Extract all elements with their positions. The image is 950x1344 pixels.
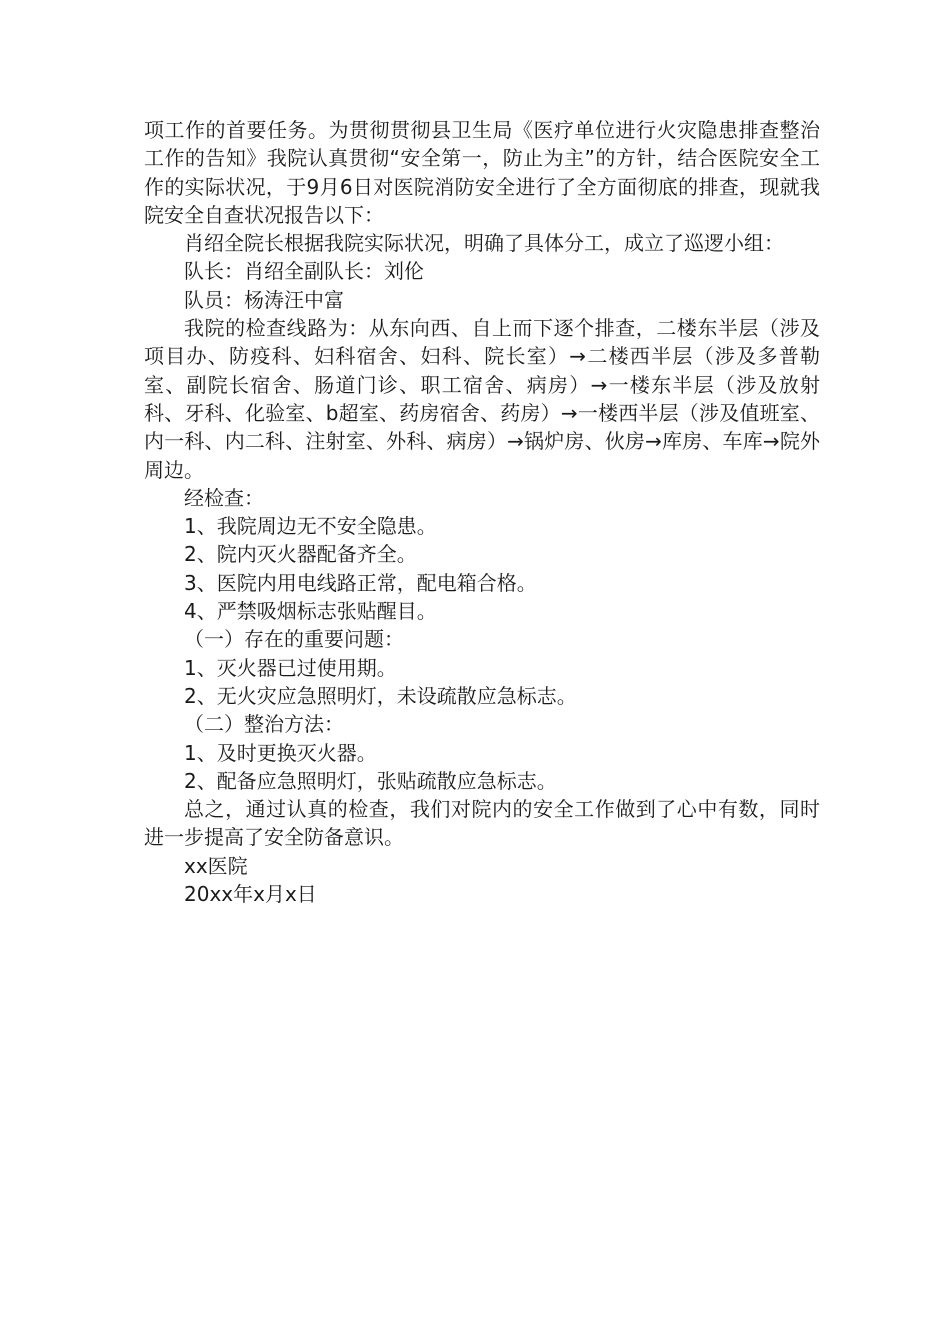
paragraph-findings-heading: 经检查： <box>184 485 264 510</box>
remedy-item-2: 2、配备应急照明灯，张贴疏散应急标志。 <box>184 768 557 793</box>
section-heading-problems: （一）存在的重要问题： <box>184 627 404 652</box>
document-body <box>144 116 820 908</box>
signature-date: 20xx年x月x日 <box>184 882 317 907</box>
remedy-item-1: 1、及时更换灭火器。 <box>184 740 377 765</box>
signature-organization: xx医院 <box>184 853 248 878</box>
problem-item-2: 2、无火灾应急照明灯，未设疏散应急标志。 <box>184 683 577 708</box>
problem-item-1: 1、灭火器已过使用期。 <box>184 655 397 680</box>
finding-item-2: 2、院内灭火器配备齐全。 <box>184 542 417 567</box>
section-heading-remedies: （二）整治方法： <box>184 712 344 737</box>
paragraph-team-members: 队员：杨涛汪中富 <box>184 287 344 312</box>
finding-item-1: 1、我院周边无不安全隐患。 <box>184 514 437 539</box>
paragraph-intro: 项工作的首要任务。为贯彻贯彻县卫生局《医疗单位进行火灾隐患排查整治工作的告知》我院认真贯彻“安全第一，防止为主”的方针，结合医院安全工作的实际状况，于9月6日对医院消防安全进行了全方面彻底的排查，现就我院安全自查状况报告以下： <box>144 118 820 227</box>
paragraph-conclusion: 总之，通过认真的检查，我们对院内的安全工作做到了心中有数，同时进一步提高了安全防备意识。 <box>144 797 820 850</box>
finding-item-3: 3、医院内用电线路正常，配电箱合格。 <box>184 570 537 595</box>
paragraph-team-formation: 肖绍全院长根据我院实际状况，明确了具体分工，成立了巡逻小组： <box>184 231 784 256</box>
paragraph-team-leaders: 队长：肖绍全副队长：刘伦 <box>184 259 424 284</box>
finding-item-4: 4、严禁吸烟标志张贴醒目。 <box>184 599 437 624</box>
paragraph-inspection-route: 我院的检查线路为：从东向西、自上而下逐个排查，二楼东半层（涉及项目办、防疫科、妇科宿舍、妇科、院长室）→二楼西半层（涉及多普勒室、副院长宿舍、肠道门诊、职工宿舍、病房）→一楼东半层（涉及放射科、牙科、化验室、b超室、药房宿舍、药房）→一楼西半层（涉及值班室、内一科、内二科、注射室、外科、病房）→锅炉房、伙房→库房、车库→院外周边。 <box>144 316 820 482</box>
